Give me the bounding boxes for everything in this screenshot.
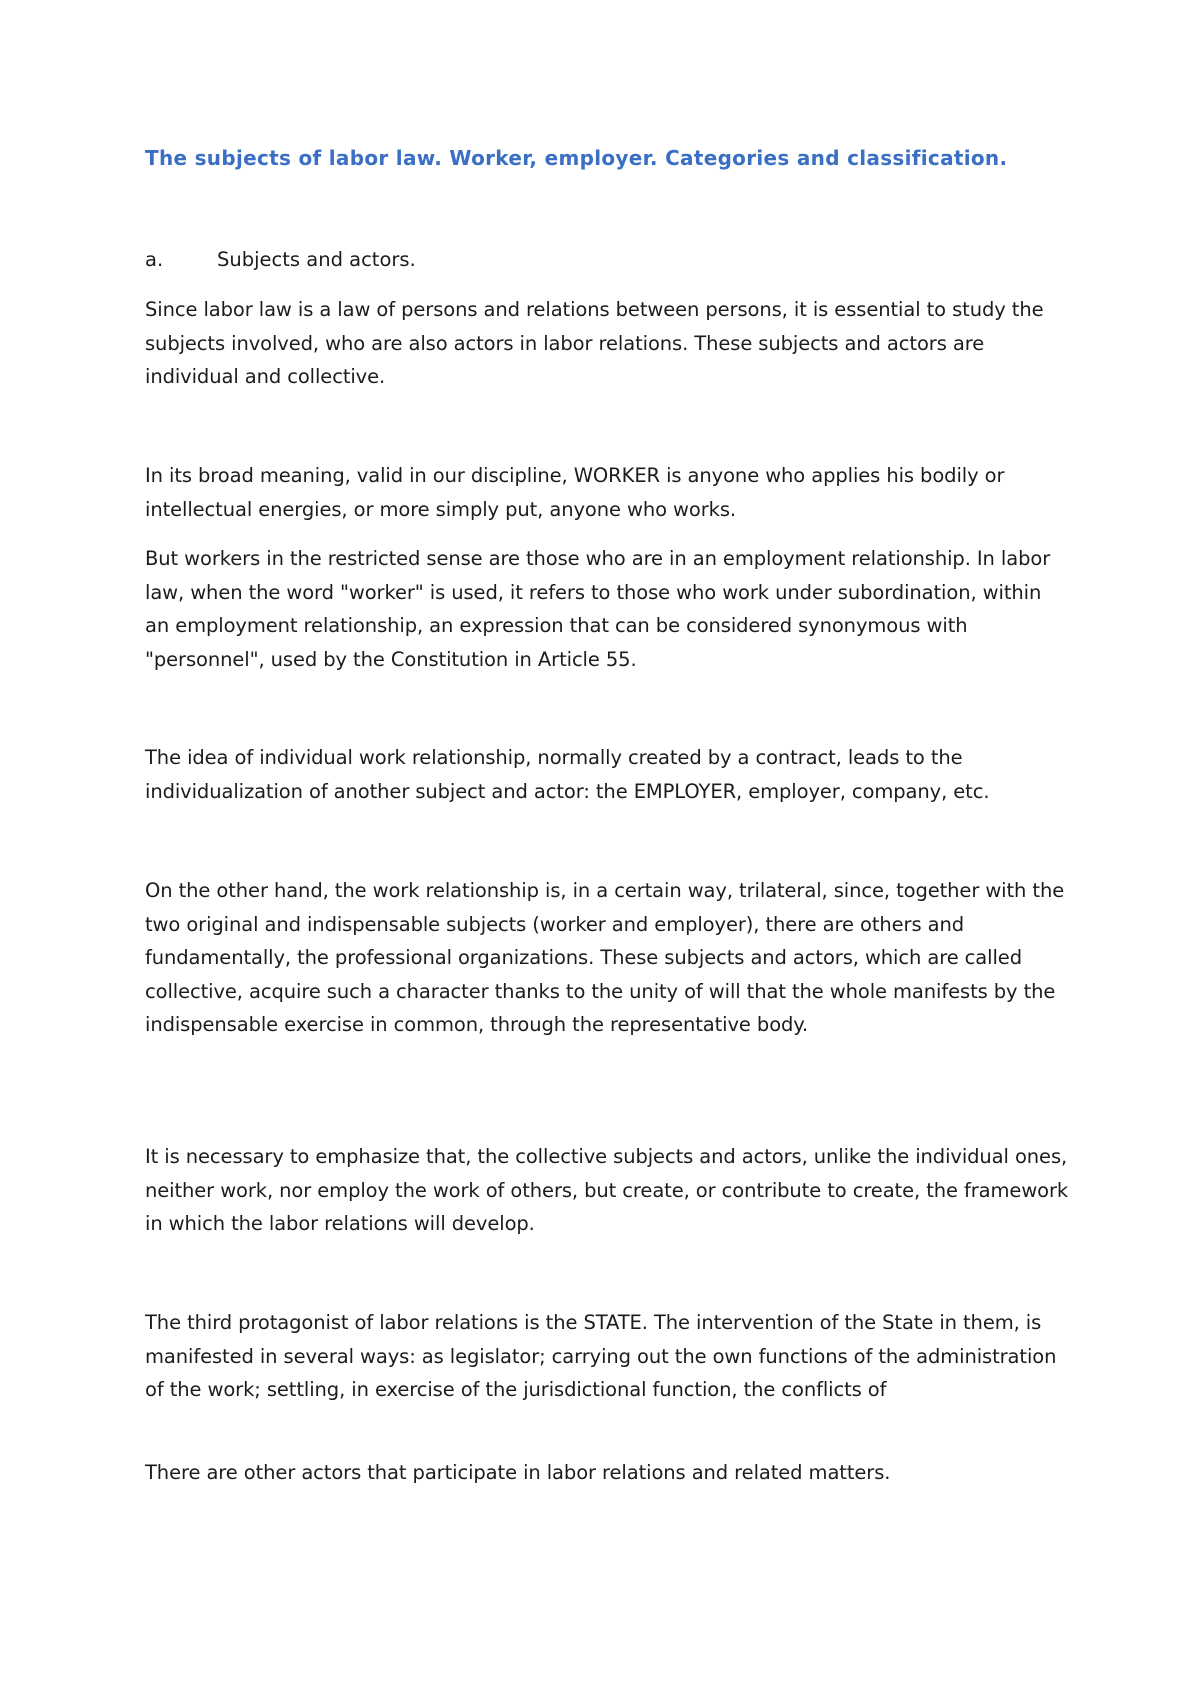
paragraph-other-actors: There are other actors that participate in labor relations and related matters.	[145, 1461, 891, 1484]
paragraph-collective-subjects: On the other hand, the work relationship is, in a certain way, trilateral, since, together with the two original and indispensable subjects (worker and employer), there are others and fundamentally, the professional organizations. These subjects and actors, which are called collective, acquire such a character thanks to the unity of will that the whole manifests by the indispensable exercise in common, through the representative body.	[145, 879, 1065, 1036]
section-marker: a.	[145, 248, 164, 271]
paragraph-state: The third protagonist of labor relations is the STATE. The intervention of the State in them, is manifested in several ways: as legislator; carrying out the own functions of the administration of the work; settling, in exercise of the jurisdictional function, the conflicts of	[145, 1311, 1057, 1401]
paragraph-worker-restricted: But workers in the restricted sense are those who are in an employment relationship. In labor law, when the word "worker" is used, it refers to those who work under subordination, within an employment relationship, an expression that can be considered synonymous with "personnel", used by the Constitution in Article 55.	[145, 547, 1051, 671]
paragraph-collective-role: It is necessary to emphasize that, the collective subjects and actors, unlike the individual ones, neither work, nor employ the work of others, but create, or contribute to create, the framework in which the labor relations will develop.	[145, 1145, 1069, 1235]
document-title: The subjects of labor law. Worker, employer. Categories and classification.	[145, 146, 1008, 170]
section-heading-text: Subjects and actors.	[217, 248, 416, 271]
section-heading	[145, 248, 416, 271]
paragraph-employer: The idea of individual work relationship, normally created by a contract, leads to the individualization of another subject and actor: the EMPLOYER, employer, company, etc.	[145, 746, 990, 803]
paragraph-subjects-intro: Since labor law is a law of persons and relations between persons, it is essential to study the subjects involved, who are also actors in labor relations. These subjects and actors are individual and collective.	[145, 298, 1044, 388]
paragraph-worker-broad: In its broad meaning, valid in our discipline, WORKER is anyone who applies his bodily or intellectual energies, or more simply put, anyone who works.	[145, 464, 1005, 521]
